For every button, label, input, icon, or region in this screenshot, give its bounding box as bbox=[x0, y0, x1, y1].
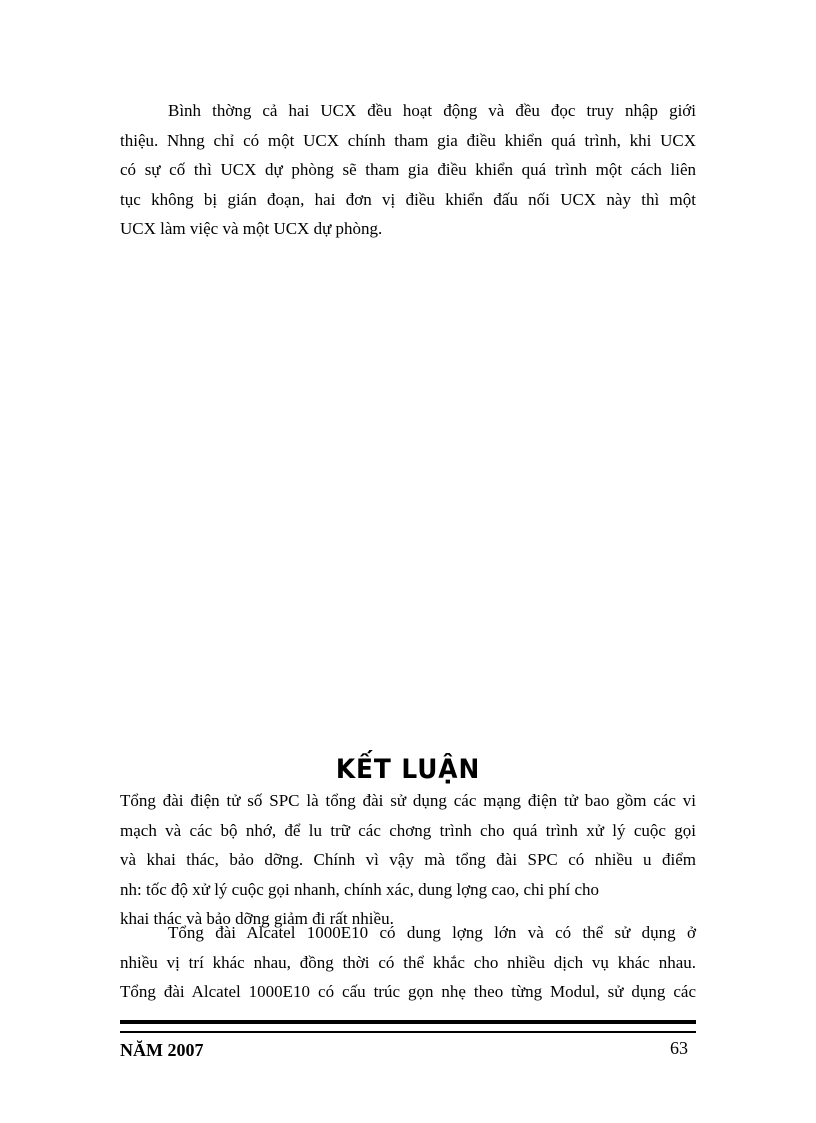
text-line: khai thác và bảo dỡng giảm đi rất nhiều. bbox=[120, 909, 394, 928]
text-line: Tổng đài điện tử số SPC là tổng đài sử dụng các mạng điện tử bao gồm các vi bbox=[120, 791, 696, 810]
section-heading: KẾT LUẬN bbox=[335, 754, 481, 785]
text-line: tục không bị gián đoạn, hai đơn vị điều khiển đấu nối UCX này thì một bbox=[120, 189, 696, 209]
footer-year: NĂM 2007 bbox=[120, 1040, 204, 1060]
text-line: thiệu. Nhng chỉ có một UCX chính tham gia điều khiển quá trình, khi UCX bbox=[120, 130, 696, 150]
text-line: nhiều vị trí khác nhau, đồng thời có thể khắc cho nhiều dịch vụ khác nhau. bbox=[120, 952, 696, 972]
conclusion-paragraph-2 bbox=[120, 918, 696, 1007]
text-line: có sự cố thì UCX dự phòng sẽ tham gia điều khiển quá trình một cách liên bbox=[120, 160, 696, 179]
text-line: Tổng đài Alcatel 1000E10 có cấu trúc gọn nhẹ theo từng Modul, sử dụng các bbox=[120, 982, 696, 1001]
text-line: và khai thác, bảo dỡng. Chính vì vậy mà tổng đài SPC có nhiều u điểm bbox=[120, 850, 696, 869]
page-number: 63 bbox=[670, 1038, 688, 1058]
text-line: mạch và các bộ nhớ, để lu trữ các chơng trình cho quá trình xử lý cuộc gọi bbox=[120, 820, 696, 840]
footer-divider-thin bbox=[120, 1031, 696, 1033]
intro-paragraph bbox=[120, 96, 696, 244]
text-line: Bình thờng cả hai UCX đều hoạt động và đều đọc truy nhập giới bbox=[168, 101, 696, 120]
text-line: nh: tốc độ xử lý cuộc gọi nhanh, chính xác, dung lợng cao, chi phí cho bbox=[120, 879, 599, 899]
conclusion-paragraph-1 bbox=[120, 786, 696, 934]
footer-divider-thick bbox=[120, 1020, 696, 1024]
text-line: UCX làm việc và một UCX dự phòng. bbox=[120, 219, 383, 238]
text-line: Tổng đài Alcatel 1000E10 có dung lợng lớn và có thể sử dụng ở bbox=[168, 923, 696, 942]
